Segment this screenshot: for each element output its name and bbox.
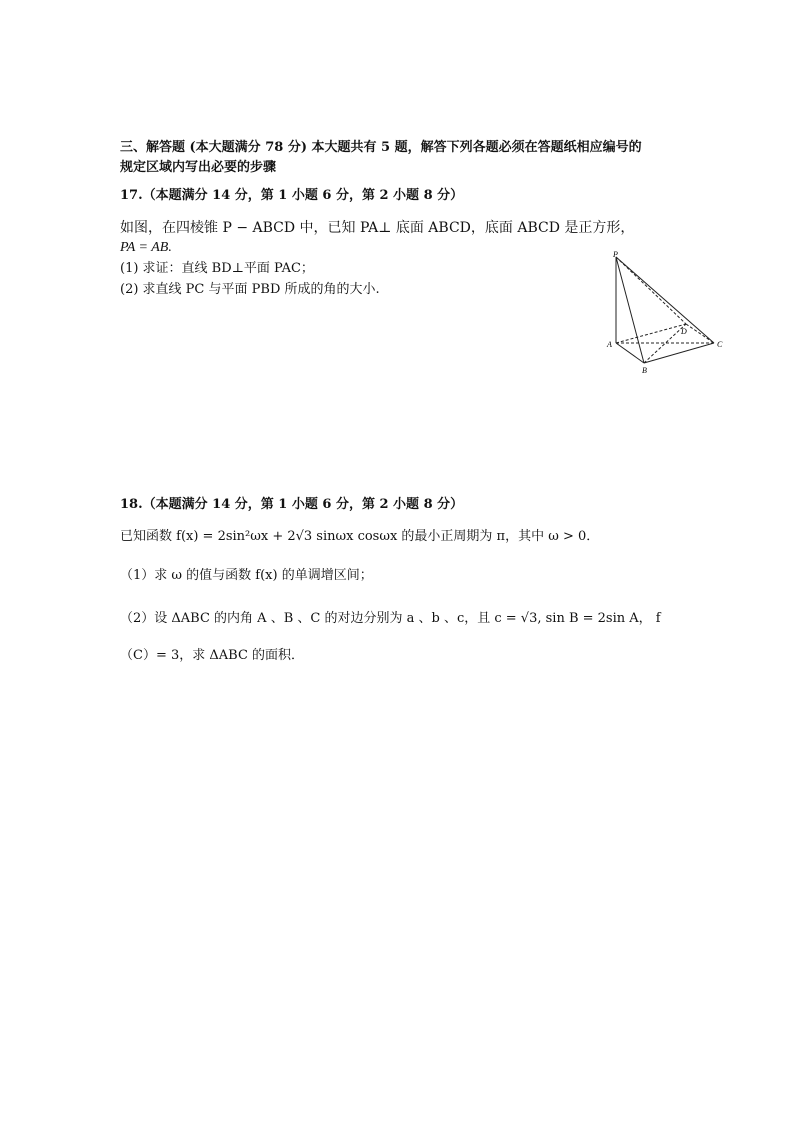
section-heading-line1: 三、解答题 (本大题满分 78 分) 本大题共有 5 题，解答下列各题必须在答题纸相应编号的 — [120, 140, 642, 155]
q18-part1: （1）求 ω 的值与函数 f(x) 的单调增区间； — [120, 568, 373, 583]
q17-stem-line2: PA = AB. — [120, 240, 172, 255]
q17-header: 17.（本题满分 14 分，第 1 小题 6 分，第 2 小题 8 分） — [120, 188, 464, 203]
q17-stem-line1: 如图，在四棱锥 P − ABCD 中，已知 PA⊥ 底面 ABCD，底面 ABCD 是正方形， — [120, 220, 635, 236]
edge-bc — [644, 343, 714, 363]
edge-pb — [616, 257, 644, 363]
q18-part2-line1: （2）设 ΔABC 的内角 A 、B 、C 的对边分别为 a 、b 、c，且 c = √3, sin B = 2sin A， f — [120, 611, 661, 626]
q17-part1: (1) 求证：直线 BD⊥平面 PAC； — [120, 261, 314, 276]
pyramid-figure — [604, 250, 729, 375]
label-p: P — [613, 250, 618, 259]
q18-header: 18.（本题满分 14 分，第 1 小题 6 分，第 2 小题 8 分） — [120, 497, 464, 512]
label-c: C — [717, 340, 723, 349]
q17-part2: (2) 求直线 PC 与平面 PBD 所成的角的大小. — [120, 282, 380, 297]
label-a: A — [607, 340, 612, 349]
section-heading-line2: 规定区域内写出必要的步骤 — [120, 160, 277, 175]
label-b: B — [642, 366, 647, 375]
q18-stem: 已知函数 f(x) = 2sin²ωx + 2√3 sinωx cosωx 的最小正周期为 π，其中 ω > 0． — [120, 529, 600, 544]
edge-pd — [616, 257, 686, 324]
label-d: D — [681, 327, 687, 336]
edge-dc — [686, 324, 714, 343]
q18-part2-line2: （C）= 3，求 ΔABC 的面积． — [120, 648, 305, 663]
edge-ad — [616, 324, 686, 343]
